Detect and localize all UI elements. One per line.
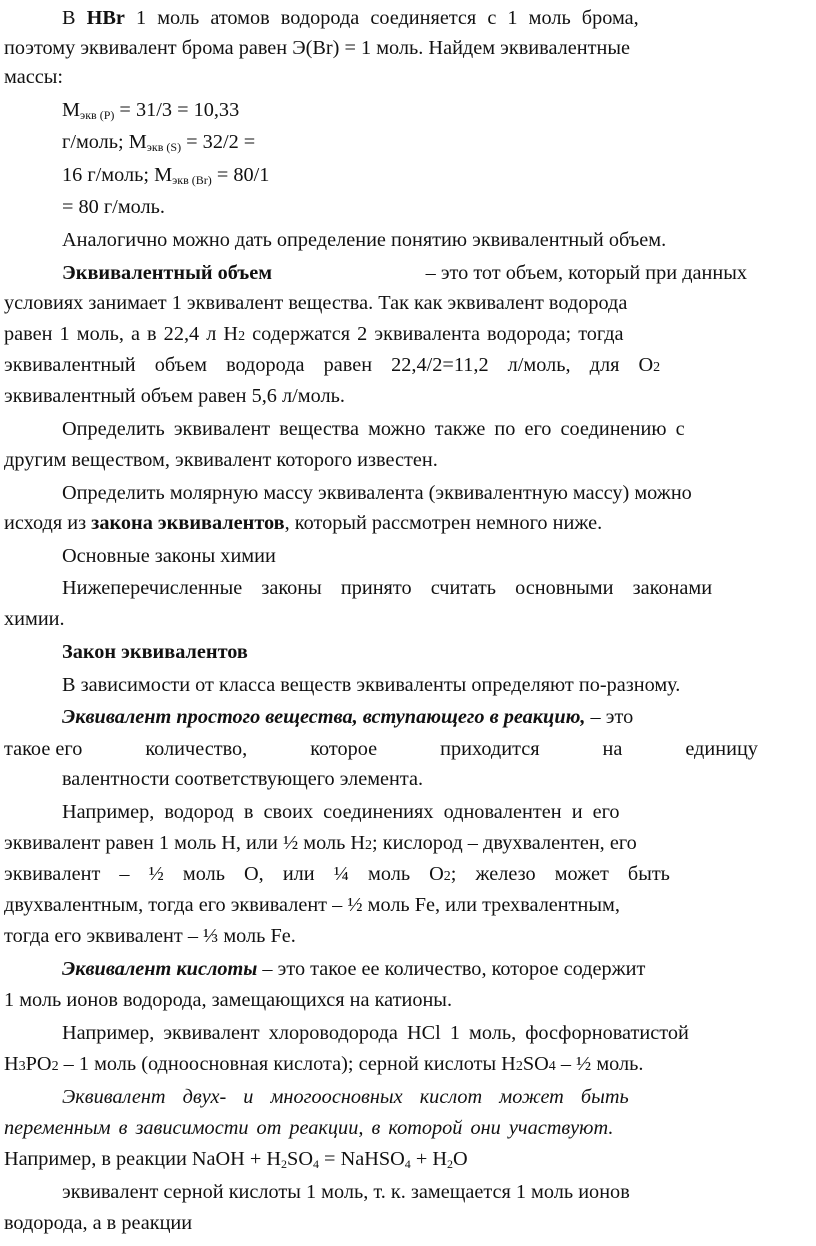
text-line: переменным в зависимости от реакции, в которой они участвуют.	[4, 1117, 614, 1139]
text-line: водорода, а в реакции	[4, 1212, 193, 1234]
text-line: двухвалентным, тогда его эквивалент – ½ моль Fe, или трехвалентным,	[4, 894, 620, 916]
formula-hbr: HBr	[86, 7, 125, 29]
text-line: химии.	[4, 608, 65, 630]
text-line: такое его количество, которое приходится на единицу	[4, 738, 758, 760]
text-line: Эквивалент двух- и многоосновных кислот может быть	[62, 1086, 629, 1108]
text-line: В HBr 1 моль атомов водорода соединяется с 1 моль брома,	[62, 7, 639, 29]
text-line: H3PO2 – 1 моль (одноосновная кислота); серной кислоты H2SO4 – ½ моль.	[4, 1053, 644, 1075]
text-line: эквивалент серной кислоты 1 моль, т. к. замещается 1 моль ионов	[62, 1181, 630, 1203]
text-line: эквивалент равен 1 моль H, или ½ моль H2; кислород – двухвалентен, его	[4, 832, 637, 854]
text-line: Определить эквивалент вещества можно также по его соединению с	[62, 418, 685, 440]
text-line: В зависимости от класса веществ эквиваленты определяют по-разному.	[62, 674, 681, 696]
text-line: Эквивалентный объем – это тот объем, который при данных	[62, 262, 747, 284]
term-eq-volume: Эквивалентный объем	[62, 262, 273, 284]
text-line: Нижеперечисленные законы принято считать основными законами	[62, 577, 713, 599]
section-heading: Закон эквивалентов	[62, 641, 248, 663]
text-line: Например, водород в своих соединениях одновалентен и его	[62, 801, 620, 823]
text-line: эквивалент – ½ моль O, или ¼ моль O2; железо может быть	[4, 863, 670, 885]
text-line: исходя из закона эквивалентов, который рассмотрен немного ниже.	[4, 512, 603, 534]
text-line: условиях занимает 1 эквивалент вещества. Так как эквивалент водорода	[4, 292, 628, 314]
section-title: Основные законы химии	[62, 545, 276, 567]
text-line: Эквивалент простого вещества, вступающего в реакцию, – это	[62, 706, 634, 728]
formula-line: г/моль; $M_{экв (S)} = 32/2$ =	[62, 131, 256, 154]
text-line: Аналогично можно дать определение понятию эквивалентный объем.	[62, 229, 667, 251]
term-acid-equivalent: Эквивалент кислоты	[62, 958, 258, 980]
formula-line: = 80 г/моль.	[62, 196, 165, 218]
text-line: эквивалентный объем равен 5,6 л/моль.	[4, 385, 345, 407]
text-line: поэтому эквивалент брома равен Э(Br) = 1 моль. Найдем эквивалентные	[4, 37, 630, 59]
term-simple-substance: Эквивалент простого вещества, вступающего в реакцию,	[62, 706, 586, 728]
text-line: Например, в реакции NaOH + $H_2SO_4$ = NaHSO$_4$ + $H_2O$	[4, 1148, 468, 1171]
text-line: тогда его эквивалент – ⅓ моль Fe.	[4, 925, 296, 947]
text-line: 1 моль ионов водорода, замещающихся на катионы.	[4, 989, 453, 1011]
text-line: равен 1 моль, а в 22,4 л H2 содержатся 2 эквивалента водорода; тогда	[4, 323, 624, 345]
formula-line: 16 г/моль; $M_{экв (Br)} = 80/1$	[62, 164, 270, 187]
text-line: валентности соответствующего элемента.	[62, 768, 424, 790]
text-line: Определить молярную массу эквивалента (эквивалентную массу) можно	[62, 482, 692, 504]
text-line: эквивалентный объем водорода равен 22,4/2=11,2 л/моль, для O2	[4, 354, 661, 376]
text-line: массы:	[4, 66, 63, 88]
text-line: Например, эквивалент хлороводорода HCl 1 моль, фосфорноватистой	[62, 1022, 689, 1044]
text-line: другим веществом, эквивалент которого известен.	[4, 449, 438, 471]
term-law-of-equivalents: закона эквивалентов	[91, 512, 285, 534]
text-line: Эквивалент кислоты – это такое ее количество, которое содержит	[62, 958, 646, 980]
formula-line: $M_{экв (P)} = 31/3 = 10,33$	[62, 99, 240, 122]
